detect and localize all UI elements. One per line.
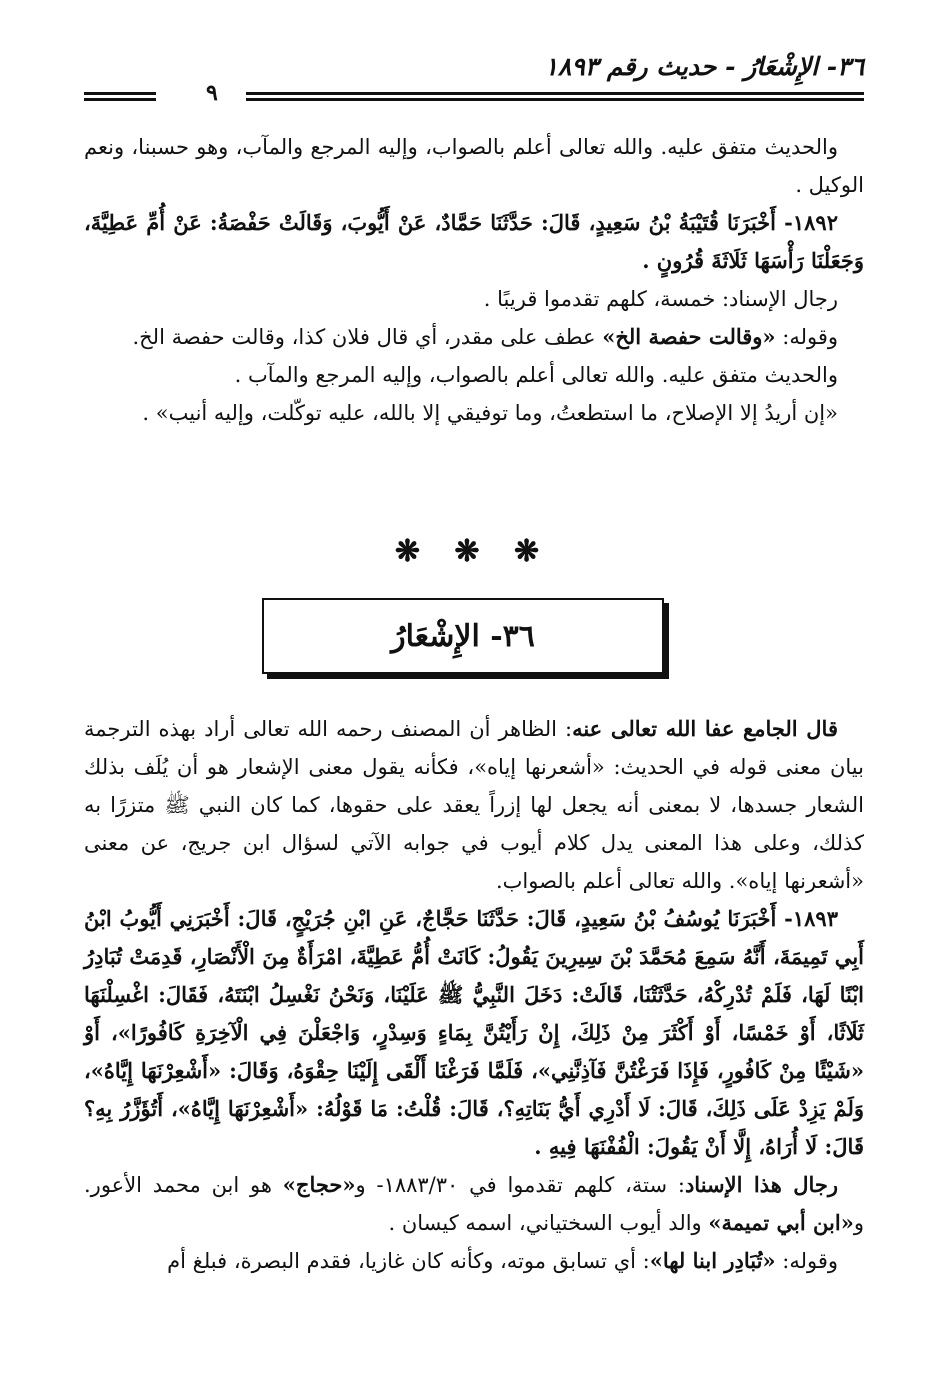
compiler-note-lead: قال الجامع عفا الله تعالى عنه [572, 716, 838, 741]
paragraph-narrators-1893 [84, 1166, 864, 1242]
paragraph-explanation-1893 [84, 1242, 864, 1280]
narrators-text-e: والد أيوب السختياني، اسمه كيسان . [388, 1211, 709, 1235]
page-number: ٩ [206, 80, 218, 106]
text-block-top [84, 128, 864, 432]
explanation-1893-text: : أي تسابق موته، وكأنه كان غازيا، فقدم البصرة، فبلغ أم [167, 1249, 650, 1273]
explanation-quote: «وقالت حفصة الخ» [602, 324, 776, 349]
narrators-lead: رجال هذا الإسناد [684, 1172, 839, 1197]
paragraph-conclusion-1: والحديث متفق عليه. والله تعالى أعلم بالصواب، وإليه المرجع والمآب، وهو حسبنا، ونعم الوكيل . [84, 135, 864, 197]
header-title: ٣٦- الإِشْعَارُ - حديث رقم ١٨٩٣ [544, 52, 864, 81]
text-block-bottom [84, 710, 864, 1280]
header-rule-right-top [246, 92, 864, 95]
header-rule-left-bottom [84, 98, 156, 101]
hadith-1893: ١٨٩٣- أَخْبَرَنَا يُوسُفُ بْنُ سَعِيدٍ، قَالَ: حَدَّثَنَا حَجَّاجٌ، عَنِ ابْنِ جُرَيْجٍ، قَالَ: أَخْبَرَنِي أَيُّوبُ ابْنُ أَبِي تَمِيمَةَ، أَنَّهُ سَمِعَ مُحَمَّدَ بْنَ سِيرِينَ يَقُولُ: كَانَتْ أُمُّ عَطِيَّةَ، امْرَأَةٌ مِنَ الْأَنْصَارِ، قَدِمَتْ تُبَادِرُ ابْنًا لَهَا، فَلَمْ تُدْرِكْهُ، حَدَّثَتْنَا، قَالَتْ: دَخَلَ النَّبِيُّ ﷺ عَلَيْنَا، وَنَحْنُ نَغْسِلُ ابْنَتَهُ، فَقَالَ: اغْسِلْنَهَا ثَلَاثًا، أَوْ خَمْسًا، أَوْ أَكْثَرَ مِنْ ذَلِكَ، إِنْ رَأَيْتُنَّ بِمَاءٍ وَسِدْرٍ، وَاجْعَلْنَ فِي الْآخِرَةِ كَافُورًا»، أَوْ «شَيْئًا مِنْ كَافُورٍ، فَإِذَا فَرَغْتُنَّ فَآذِنَّنِي»، فَلَمَّا فَرَغْنَا أَلْقَى إِلَيْنَا حِقْوَهُ، وَقَالَ: «أَشْعِرْنَهَا إِيَّاهُ»، وَلَمْ يَزِدْ عَلَى ذَلِكَ، قَالَ: لَا أَدْرِي أَيُّ بَنَاتِهِ؟، قَالَ: قُلْتُ: مَا قَوْلُهُ: «أَشْعِرْنَهَا إِيَّاهُ»، أَتُؤَزَّرُ بِهِ؟ قَالَ: لَا أُرَاهُ، إِلَّا أَنْ يَقُولَ: الْفُفْنَهَا فِيهِ . [84, 906, 864, 1159]
running-header [84, 52, 864, 106]
narrators-name-ibn-abi-tamima: «ابن أبي تميمة» [708, 1210, 854, 1235]
paragraph-conclusion-2: والحديث متفق عليه. والله تعالى أعلم بالصواب، وإليه المرجع والمآب . [234, 363, 838, 387]
paragraph-narrators-1892: رجال الإسناد: خمسة، كلهم تقدموا قريبًا . [483, 287, 838, 311]
hadith-1892: ١٨٩٢- أَخْبَرَنَا قُتَيْبَةُ بْنُ سَعِيدٍ، قَالَ: حَدَّثَنَا حَمَّادٌ، عَنْ أَيُّوبَ، وَقَالَتْ حَفْصَةُ: عَنْ أُمِّ عَطِيَّةَ، وَجَعَلْنَا رَأْسَهَا ثَلَاثَةَ قُرُونٍ . [84, 210, 864, 273]
chapter-title-box [262, 598, 664, 674]
paragraph-compiler-note [84, 710, 864, 900]
explanation-1893-lead: وقوله: [775, 1249, 838, 1273]
chapter-title: ٣٦- الإِشْعَارُ [391, 618, 535, 654]
narrators-text-c: هو ابن محمد الأعور. و [84, 1173, 864, 1235]
header-rule-left-top [84, 92, 156, 95]
header-rule-right-bottom [246, 98, 864, 101]
narrators-name-hajjaj: «حجاج» [282, 1172, 356, 1197]
paragraph-explanation-1892 [84, 318, 864, 356]
explanation-text: عطف على مقدر، أي قال فلان كذا، وقالت حفصة الخ. [132, 325, 603, 349]
explanation-lead: وقوله: [775, 325, 838, 349]
compiler-note-text: : الظاهر أن المصنف رحمه الله تعالى أراد بهذه الترجمة بيان معنى قوله في الحديث: «أشعرنها إياه»، فكأنه يقول معنى الإشعار هو أن يُلَف بذلك الشعار جسدها، لا بمعنى أنه يجعل لها إزراً يعقد على حقوها، كما كان النبي ﷺ متزرًا به كذلك، وعلى هذا المعنى يدل كلام أيوب في جوابه الآتي لسؤال ابن جريج، عن معنى «أشعرنها إياه». والله تعالى أعلم بالصواب. [84, 717, 864, 893]
explanation-1893-quote: «تُبَادِر ابنا لها» [649, 1248, 776, 1273]
narrators-text-a: : ستة، كلهم تقدموا في ١٨٨٣/٣٠- و [355, 1173, 685, 1197]
paragraph-closing-verse: «إن أريدُ إلا الإصلاح، ما استطعتُ، وما توفيقي إلا بالله، عليه توكّلت، وإليه أنيب» . [142, 401, 838, 425]
section-separator: ❋ ❋ ❋ [394, 534, 552, 569]
